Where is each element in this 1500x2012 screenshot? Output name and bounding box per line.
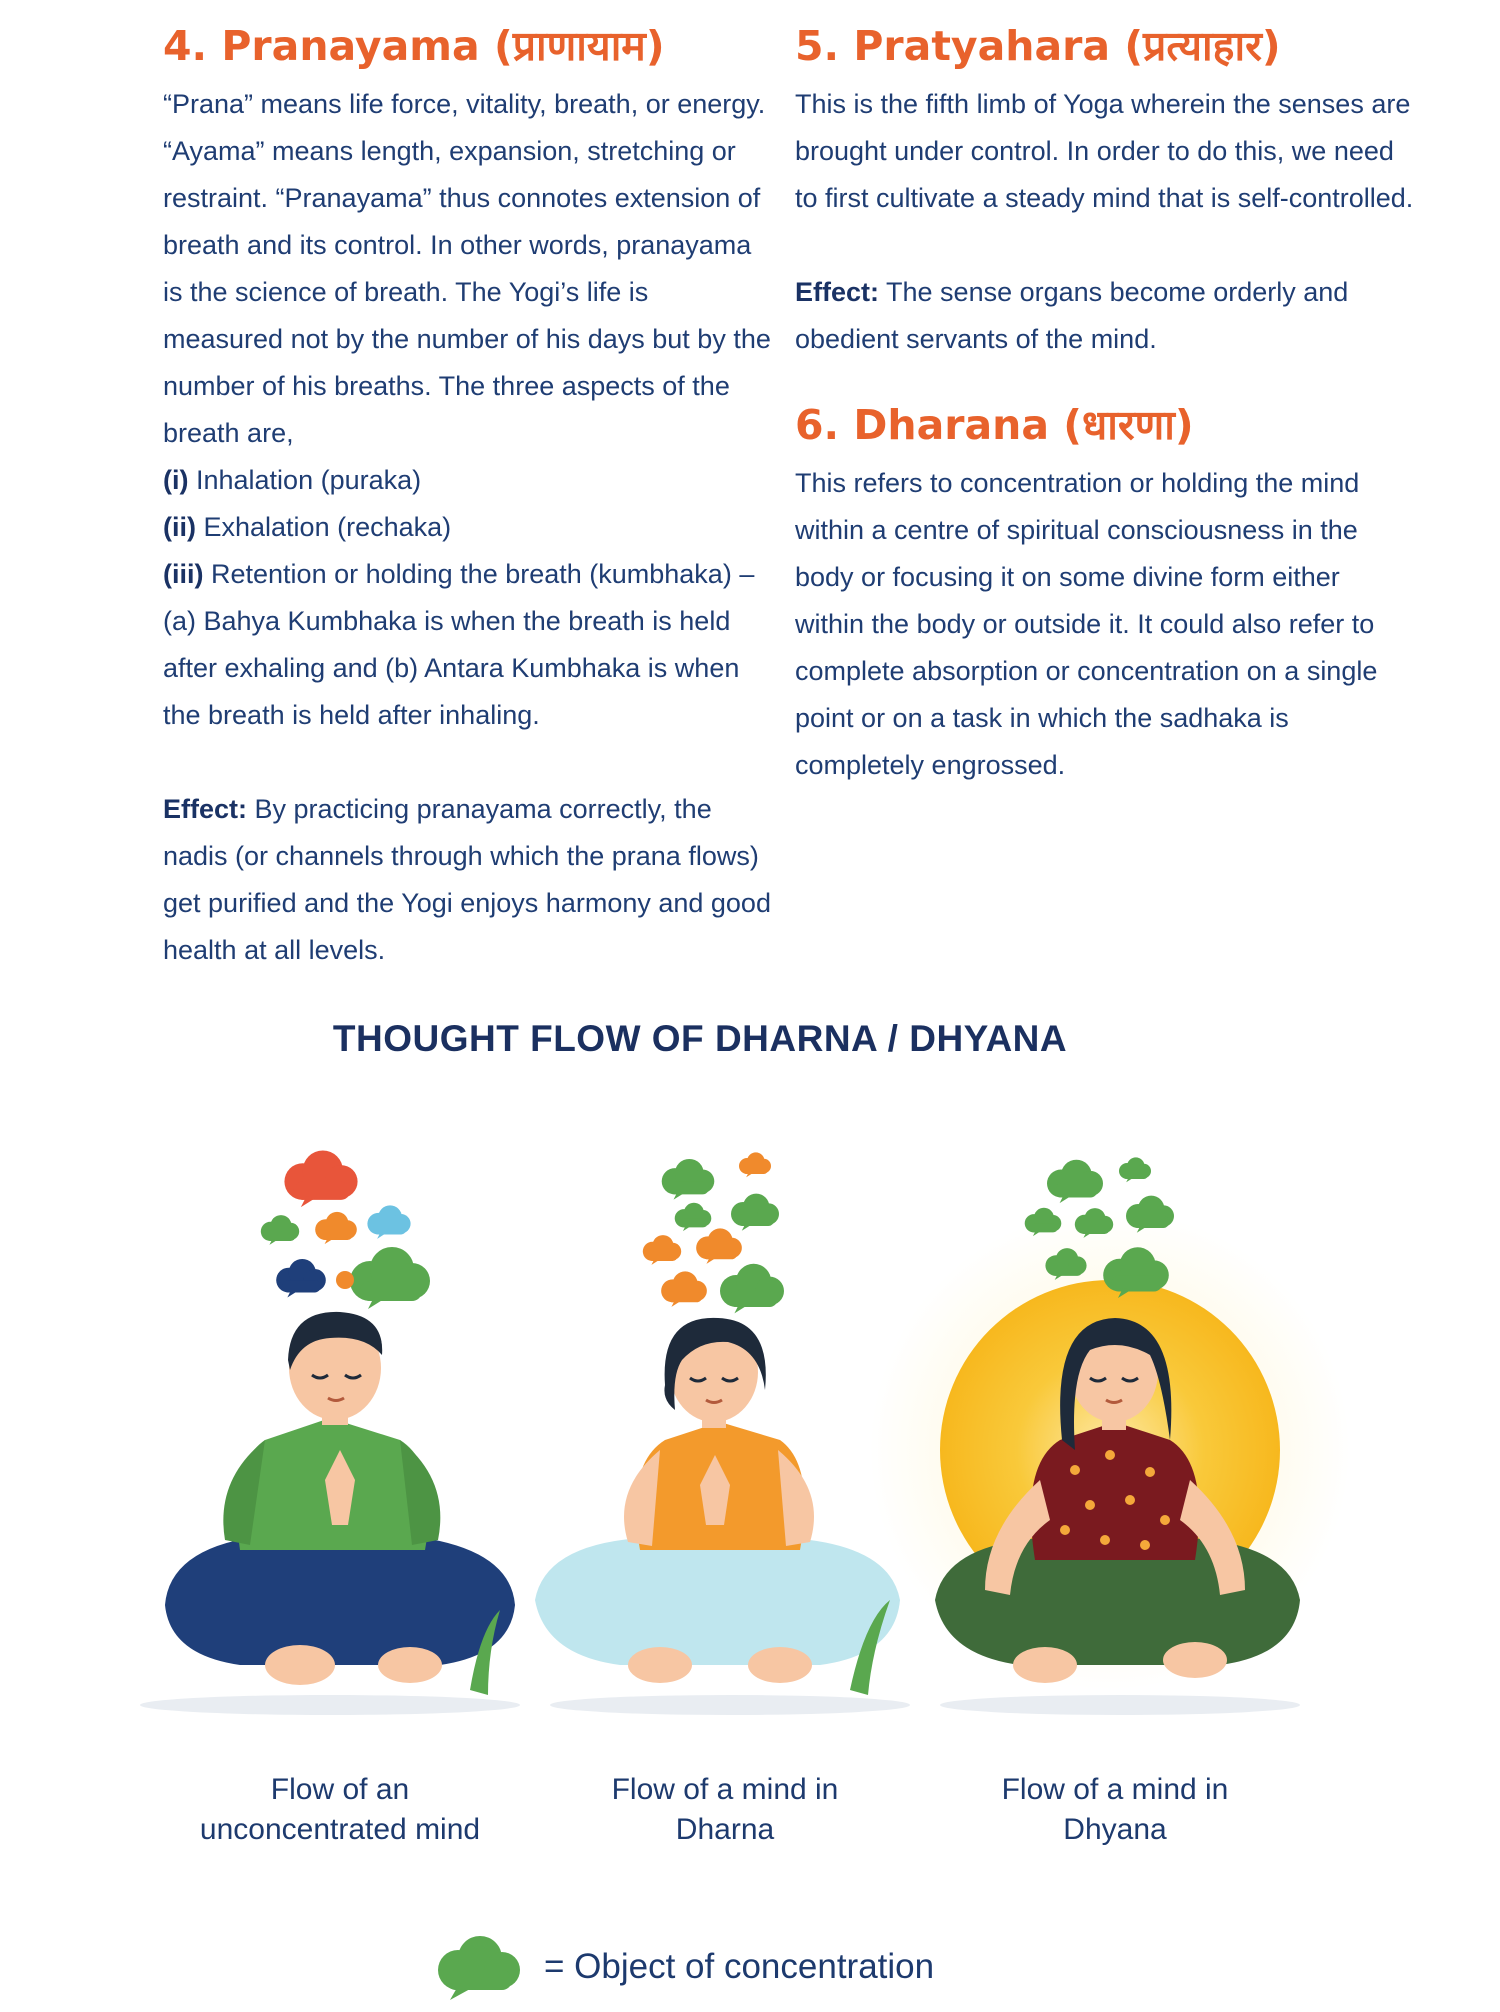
aspect-retention [163,551,773,739]
pranayama-heading: 4. Pranayama (प्राणायाम) [163,22,665,70]
aspect-text: Inhalation (puraka) [188,465,422,496]
green-cloud-icon [428,1932,528,2002]
ground-shadow [940,1695,1300,1715]
legend-text: = Object of concentration [544,1947,935,1986]
caption-line: Flow of a mind in [611,1773,839,1806]
thought-clouds-focused [643,1152,784,1313]
dharana-heading: 6. Dharana (धारणा) [795,401,1194,450]
pratyahara-effect [795,269,1415,363]
aspect-marker: (iii) [163,559,204,590]
left-column [163,22,773,974]
effect-text: The sense organs become orderly and obedient servants of the mind. [795,277,1349,355]
figure-title: THOUGHT FLOW OF DHARNA / DHYANA [332,1018,1068,1059]
ground-shadow [550,1695,910,1715]
aspect-exhalation [163,504,773,551]
thought-clouds-mixed [261,1150,430,1309]
figure-dhyana [870,1157,1350,1690]
effect-text: By practicing pranayama correctly, the nadis (or channels through which the prana flows) get purified and the Yogi enjoys harmony and good health at all levels. [163,794,771,966]
ground-shadow [140,1695,520,1715]
legend [428,1922,934,2012]
aspect-inhalation [163,457,773,504]
caption-line: unconcentrated mind [199,1813,481,1846]
aspect-text: Exhalation (rechaka) [196,512,452,543]
right-column [795,22,1415,789]
caption-line: Flow of a mind in [1001,1773,1229,1806]
pratyahara-heading: 5. Pratyahara (प्रत्याहार) [795,22,1281,70]
aspect-text: Retention or holding the breath (kumbhaka) – (a) Bahya Kumbhaka is when the breath is held after exhaling and (b) Antara Kumbhaka is when the breath is held after inhaling. [163,559,755,731]
caption-line: Dhyana [1063,1813,1167,1846]
figure-dharna [535,1152,900,1695]
caption-dharna [545,1770,905,1850]
meditation-illustration [0,1150,1500,1750]
aspect-marker: (ii) [163,512,196,543]
caption-unconcentrated [160,1770,520,1850]
pranayama-effect [163,786,773,974]
figure-unconcentrated [165,1150,515,1695]
caption-dhyana [935,1770,1295,1850]
effect-label: Effect: [795,277,880,308]
effect-label: Effect: [163,794,248,825]
caption-line: Dharna [675,1813,775,1846]
caption-line: Flow of an [270,1773,410,1806]
pranayama-intro: “Prana” means life force, vitality, breath, or energy. “Ayama” means length, expansion, stretching or restraint. “Pranayama” thus connotes extension of breath and its control. In other words, pranayama is the science of breath. The Yogi’s life is measured not by the number of his days but by the number of his breaths. The three aspects of the breath are, [163,89,771,449]
pratyahara-body: This is the fifth limb of Yoga wherein the senses are brought under control. In order to do this, we need to first cultivate a steady mind that is self-controlled. [795,89,1414,214]
dharana-body: This refers to concentration or holding the mind within a centre of spiritual consciousness in the body or focusing it on some divine form either within the body or outside it. It could also refer to complete absorption or concentration on a single point or on a task in which the sadhaka is completely engrossed. [795,468,1378,781]
aspect-marker: (i) [163,465,189,496]
